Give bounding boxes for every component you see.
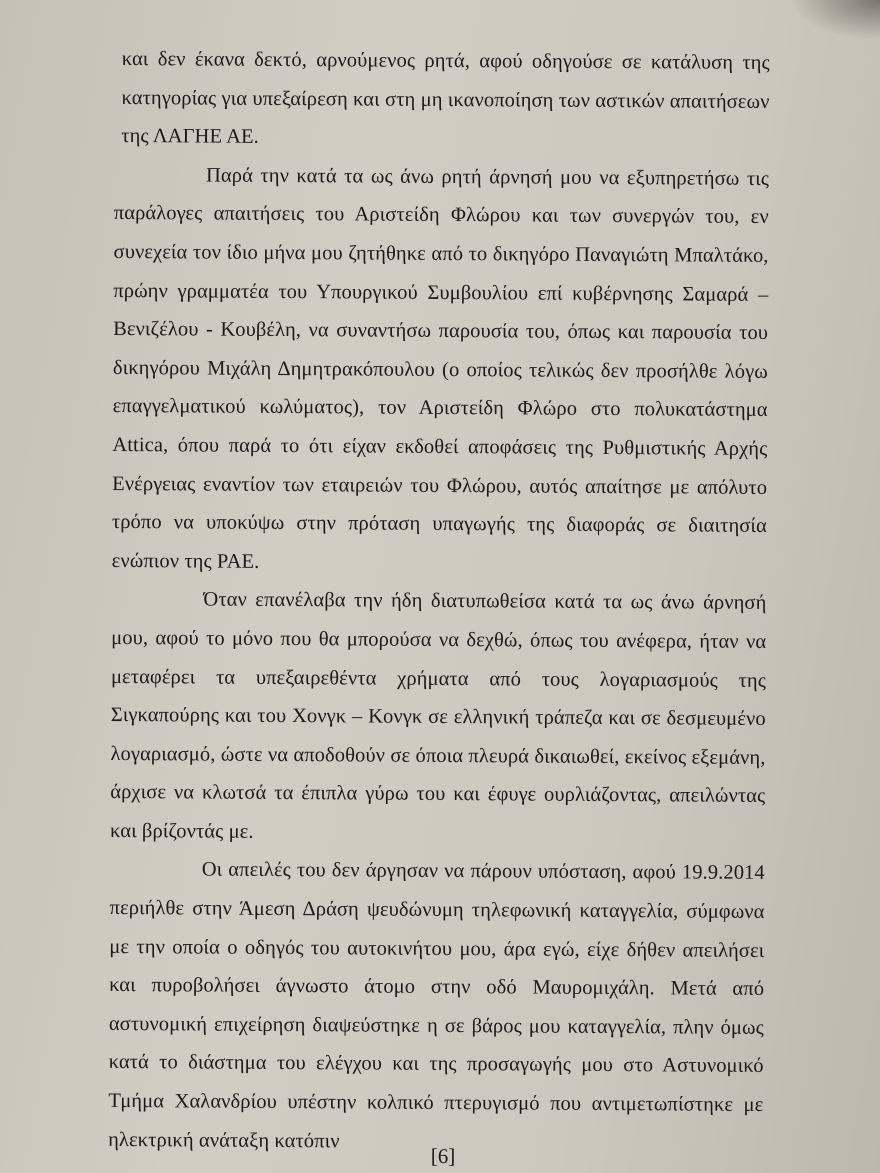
paragraph-2: Παρά την κατά τα ως άνω ρητή άρνησή μου να εξυπηρετήσω τις παράλογες απαιτήσεις του Αριστείδη Φλώρου και των συνεργών του, εν συνεχεία τον ίδιο μήνα μου ζητήθηκε από το δικηγόρο Παναγιώτη Μπαλτάκο, πρώην γραμματέα του Υπουργικού Συμβουλίου επί κυβέρνησης Σαμαρά – Βενιζέλου - Κουβέλη, να συναντήσω παρουσία του, όπως και παρουσία του δικηγόρου Μιχάλη Δημητρακόπουλου (ο οποίος τελικώς δεν προσήλθε λόγω επαγγελματικού κωλύματος), τον Αριστείδη Φλώρο στο πολυκατάστημα Attica, όπου παρά το ότι είχαν εκδοθεί αποφάσεις της Ρυθμιστικής Αρχής Ενέργειας εναντίον των εταιρειών του Φλώρου, αυτός απαίτησε με απόλυτο τρόπο να υποκύψω στην πρόταση υπαγωγής της διαφοράς σε διαιτησία ενώπιον της ΡΑΕ.	[111, 164, 770, 573]
page-number: [6]	[430, 1143, 456, 1169]
paragraph-3: Όταν επανέλαβα την ήδη διατυπωθείσα κατά τα ως άνω άρνησή μου, αφού το μόνο που θα μπορούσα να δεχθώ, όπως του ανέφερα, ήταν να μεταφέρει τα υπεξαιρεθέντα χρήματα από τους λογαριασμούς της Σιγκαπούρης και του Χονγκ – Κονγκ σε ελληνική τράπεζα και σε δεσμευμένο λογαριασμό, ώστε να αποδοθούν σε όποια πλευρά δικαιωθεί, εκείνος εξεμάνη, άρχισε να κλωτσά τα έπιπλα γύρω του και έφυγε ουρλιάζοντας, απειλώντας και βρίζοντάς με.	[109, 588, 767, 843]
paragraph-1: και δεν έκανα δεκτό, αρνούμενος ρητά, αφού οδηγούσε σε κατάλυση της κατηγορίας για υπεξαίρεση και στη μη ικανοποίηση των αστικών απαιτήσεων της ΛΑΓΗΕ ΑΕ.	[121, 47, 770, 149]
paragraph-4: Οι απειλές του δεν άργησαν να πάρουν υπόσταση, αφού 19.9.2014 περιήλθε στην Άμεση Δράση ψευδώνυμη τηλεφωνική καταγγελία, σύμφωνα με την οποία ο οδηγός του αυτοκινήτου μου, άρα εγώ, είχε δήθεν απειλήσει και πυροβολήσει άγνωστο άτομο στην οδό Μαυρομιχάλη. Μετά από αστυνομική επιχείρηση διαψεύστηκε η σε βάρος μου καταγγελία, πλην όμως κατά το διάστημα του ελέγχου και της προσαγωγής μου στο Αστυνομικό Τμήμα Χαλανδρίου υπέστην κολπικό πτερυγισμό που αντιμετωπίστηκε με ηλεκτρική ανάταξη κατόπιν	[108, 858, 765, 1152]
document-page	[63, 18, 830, 1173]
